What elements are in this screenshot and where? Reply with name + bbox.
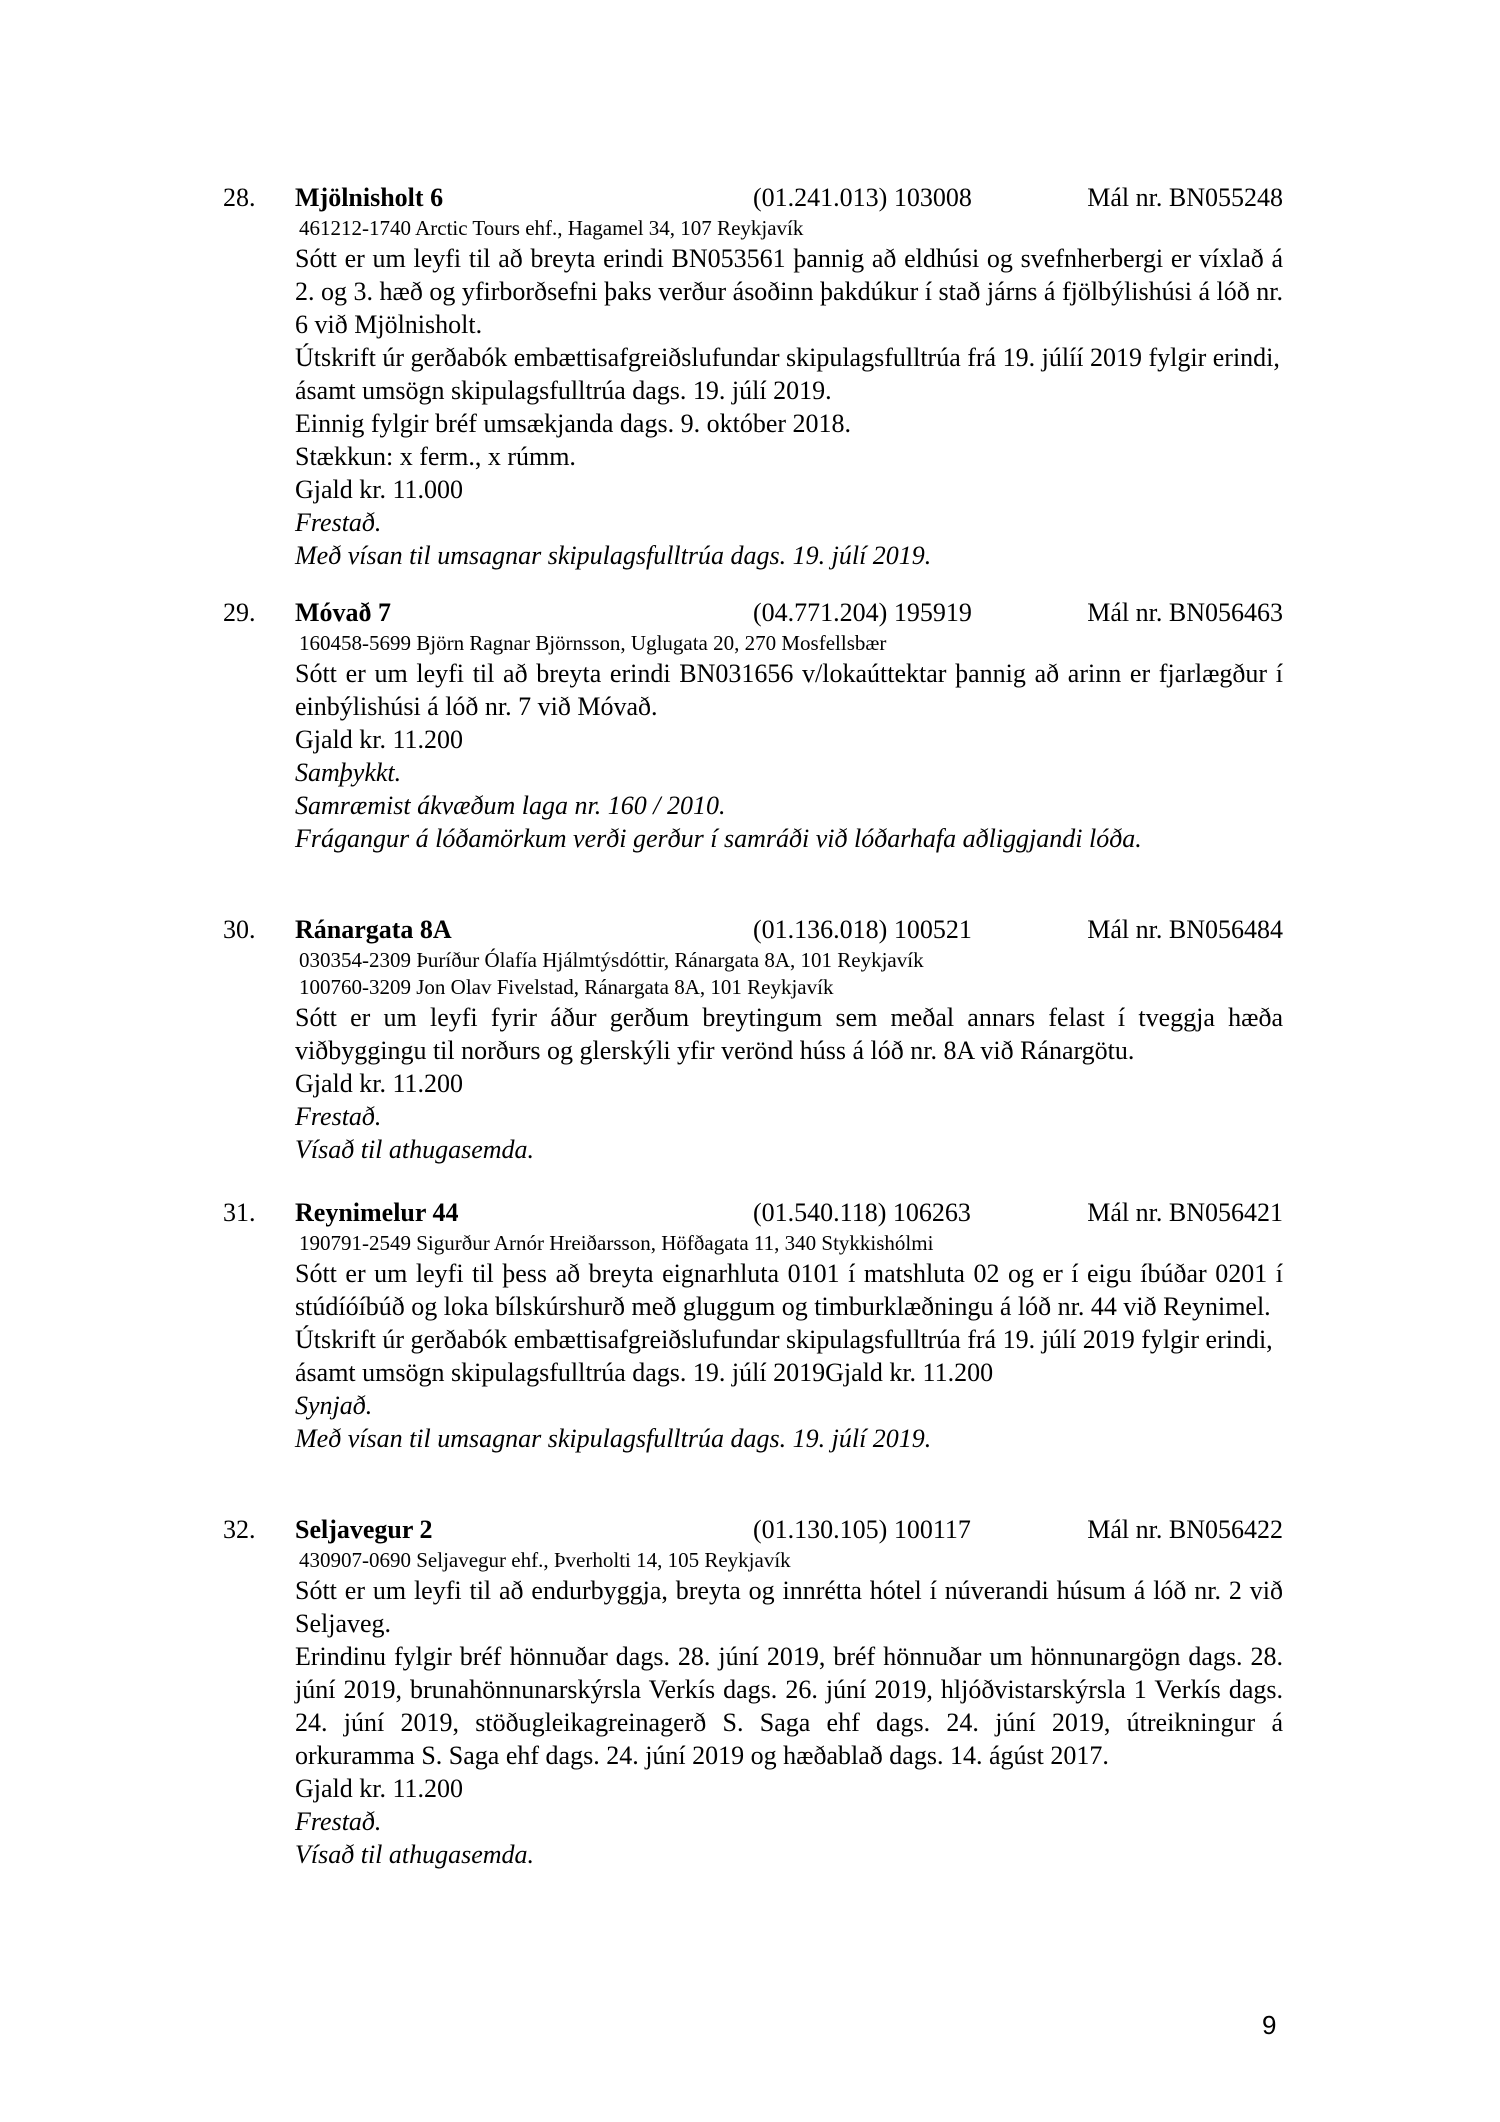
case-reference: Mál nr. BN056422	[1087, 1515, 1283, 1544]
case-decision: Frestað.	[295, 1807, 382, 1836]
case-decision: Frestað.	[295, 1102, 382, 1131]
page-number: 9	[1262, 2010, 1277, 2040]
applicant: 461212-1740 Arctic Tours ehf., Hagamel 34, 107 Reykjavík	[299, 216, 804, 240]
case-note: Vísað til athugasemda.	[295, 1135, 535, 1164]
case-heading	[223, 181, 1283, 215]
case-fee: Gjald kr. 11.200	[295, 1069, 464, 1098]
case-attachment-2: Einnig fylgir bréf umsækjanda dags. 9. október 2018.	[295, 409, 852, 438]
applicant: 030354-2309 Þuríður Ólafía Hjálmtýsdóttir, Ránargata 8A, 101 Reykjavík	[299, 948, 924, 972]
case-fee: Gjald kr. 11.200	[295, 1774, 464, 1803]
applicant: 430907-0690 Seljavegur ehf., Þverholti 14, 105 Reykjavík	[299, 1548, 791, 1572]
case-address: Reynimelur 44	[295, 1198, 459, 1227]
applicant: 190791-2549 Sigurður Arnór Hreiðarsson, Höfðagata 11, 340 Stykkishólmi	[299, 1231, 934, 1255]
case-land-code: (01.540.118) 106263	[753, 1198, 971, 1227]
case-land-code: (01.130.105) 100117	[753, 1515, 971, 1544]
case-reference: Mál nr. BN056484	[1087, 915, 1283, 944]
case-description: Sótt er um leyfi til þess að breyta eignarhluta 0101 í matshluta 02 og er í eigu íbúðar 0201 í stúdíóíbúð og loka bílskúrshurð með gluggum og timburklæðningu á lóð nr. 44 við Reynimel.	[295, 1259, 1283, 1321]
case-heading	[223, 596, 1283, 630]
case-reference: Mál nr. BN056421	[1087, 1198, 1283, 1227]
case-note: Samræmist ákvæðum laga nr. 160 / 2010.	[295, 791, 726, 820]
case-land-code: (01.241.013) 103008	[753, 183, 972, 212]
case-heading	[223, 1513, 1283, 1547]
case-attachment: Útskrift úr gerðabók embættisafgreiðslufundar skipulagsfulltrúa frá 19. júlí 2019 fylgir erindi, ásamt umsögn skipulagsfulltrúa dags. 19. júlí 2019Gjald kr. 11.200	[295, 1325, 1273, 1387]
case-decision: Synjað.	[295, 1391, 373, 1420]
case-31	[223, 1196, 1283, 1455]
case-fee: Gjald kr. 11.000	[295, 475, 464, 504]
case-description: Sótt er um leyfi til að breyta erindi BN053561 þannig að eldhúsi og svefnherbergi er víxlað á 2. og 3. hæð og yfirborðsefni þaks verður ásoðinn þakdúkur í stað járns á fjölbýlishúsi á lóð nr. 6 við Mjölnisholt.	[295, 244, 1283, 339]
case-number: 32.	[223, 1515, 256, 1544]
case-land-code: (01.136.018) 100521	[753, 915, 972, 944]
case-attachment: Erindinu fylgir bréf hönnuðar dags. 28. júní 2019, bréf hönnuðar um hönnunargögn dags. 28. júní 2019, brunahönnunarskýrsla Verkís dags. 26. júní 2019, hljóðvistarskýrsla 1 Verkís dags. 24. júní 2019, stöðugleikagreinagerð S. Saga ehf dags. 24. júní 2019, útreikningur á orkuramma S. Saga ehf dags. 24. júní 2019 og hæðablað dags. 14. ágúst 2017.	[295, 1642, 1283, 1770]
applicant: 100760-3209 Jon Olav Fivelstad, Ránargata 8A, 101 Reykjavík	[299, 975, 834, 999]
case-number: 30.	[223, 915, 256, 944]
case-29	[223, 596, 1283, 855]
case-description: Sótt er um leyfi fyrir áður gerðum breytingum sem meðal annars felast í tveggja hæða viðbyggingu til norðurs og glerskýli yfir verönd húss á lóð nr. 8A við Ránargötu.	[295, 1003, 1283, 1065]
case-number: 28.	[223, 183, 256, 212]
case-number: 31.	[223, 1198, 256, 1227]
case-heading	[223, 913, 1283, 947]
case-enlargement: Stækkun: x ferm., x rúmm.	[295, 442, 576, 471]
case-reference: Mál nr. BN056463	[1087, 598, 1283, 627]
case-note: Frágangur á lóðamörkum verði gerður í samráði við lóðarhafa aðliggjandi lóða.	[295, 824, 1142, 853]
case-note: Með vísan til umsagnar skipulagsfulltrúa dags. 19. júlí 2019.	[295, 1424, 932, 1453]
case-address: Ránargata 8A	[295, 915, 452, 944]
case-decision: Frestað.	[295, 508, 382, 537]
case-30	[223, 913, 1283, 1166]
case-attachment: Útskrift úr gerðabók embættisafgreiðslufundar skipulagsfulltrúa frá 19. júlíí 2019 fylgir erindi, ásamt umsögn skipulagsfulltrúa dags. 19. júlí 2019.	[295, 343, 1280, 405]
case-32	[223, 1513, 1283, 1871]
case-fee: Gjald kr. 11.200	[295, 725, 464, 754]
case-note: Með vísan til umsagnar skipulagsfulltrúa dags. 19. júlí 2019.	[295, 541, 932, 570]
case-address: Seljavegur 2	[295, 1515, 433, 1544]
case-28	[223, 181, 1283, 572]
case-address: Mjölnisholt 6	[295, 183, 444, 212]
case-land-code: (04.771.204) 195919	[753, 598, 972, 627]
case-heading	[223, 1196, 1283, 1230]
case-decision: Samþykkt.	[295, 758, 402, 787]
case-description: Sótt er um leyfi til að endurbyggja, breyta og innrétta hótel í núverandi húsum á lóð nr. 2 við Seljaveg.	[295, 1576, 1283, 1638]
case-description: Sótt er um leyfi til að breyta erindi BN031656 v/lokaúttektar þannig að arinn er fjarlægður í einbýlishúsi á lóð nr. 7 við Móvað.	[295, 659, 1283, 721]
case-number: 29.	[223, 598, 256, 627]
case-note: Vísað til athugasemda.	[295, 1840, 535, 1869]
case-reference: Mál nr. BN055248	[1087, 183, 1283, 212]
applicant: 160458-5699 Björn Ragnar Björnsson, Uglugata 20, 270 Mosfellsbær	[299, 631, 887, 655]
case-address: Móvað 7	[295, 598, 392, 627]
